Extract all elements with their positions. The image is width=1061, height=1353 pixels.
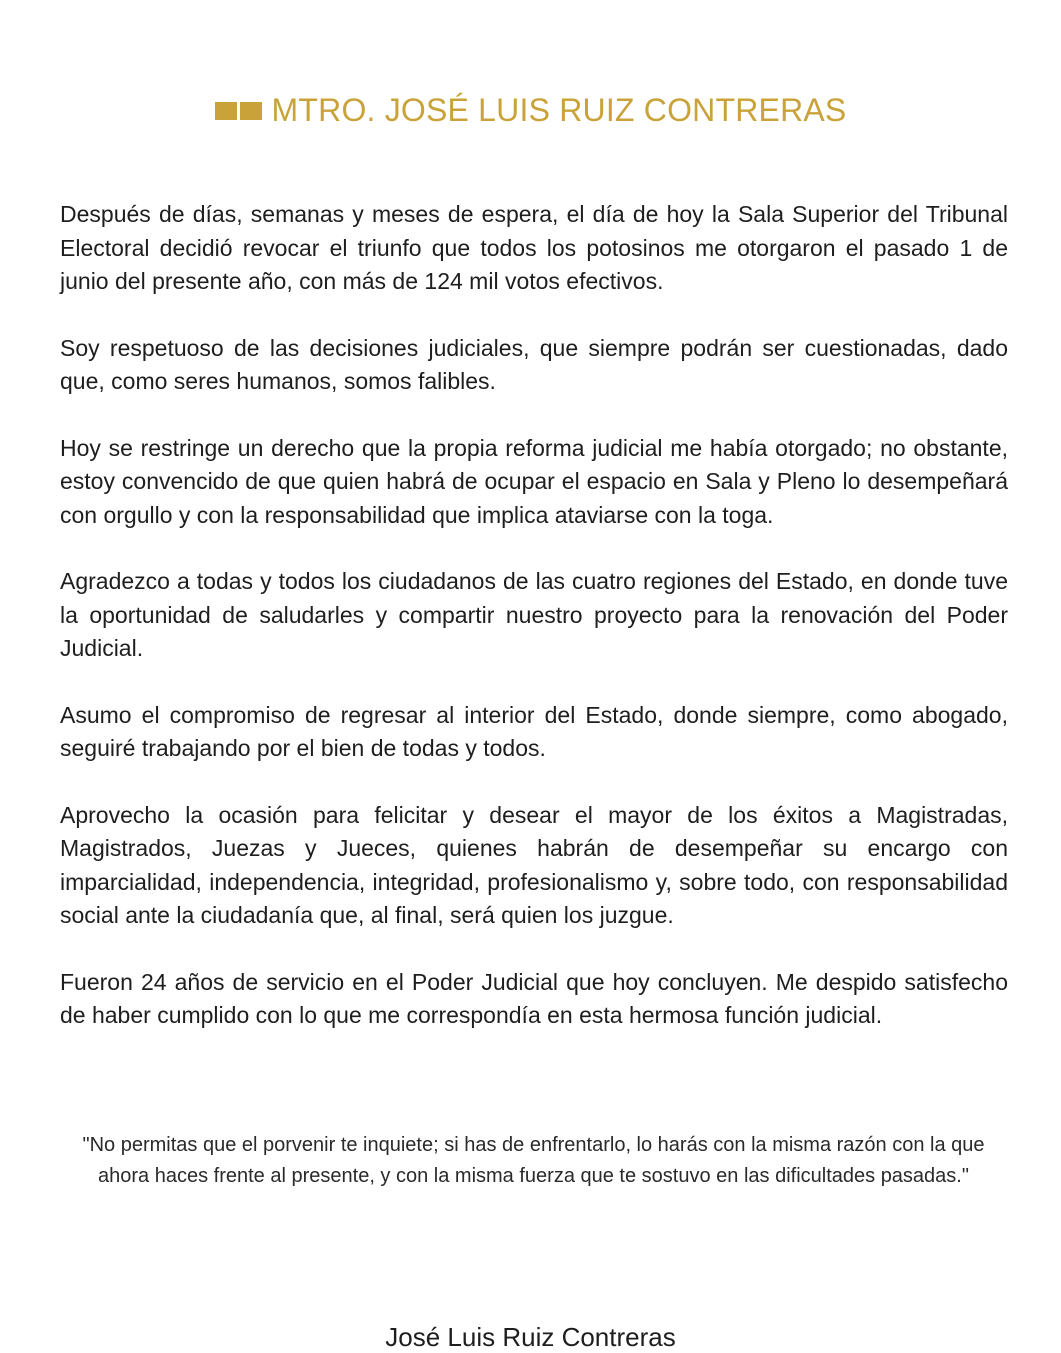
paragraph-1: Después de días, semanas y meses de espera, el día de hoy la Sala Superior del Tribunal Electoral decidió revocar el triunfo que todos los potosinos me otorgaron el pasado 1 de junio del presente año, con más de 124 mil votos efectivos.: [60, 201, 1008, 294]
paragraph-7: Fueron 24 años de servicio en el Poder Judicial que hoy concluyen. Me despido satisfecho de haber cumplido con lo que me correspondía en esta hermosa función judicial.: [60, 968, 1008, 1028]
letterhead: [0, 92, 1061, 129]
signature-name: José Luis Ruiz Contreras: [385, 1322, 676, 1352]
statement-body: [60, 198, 1008, 1066]
author-name-title: MTRO. JOSÉ LUIS RUIZ CONTRERAS: [271, 92, 847, 128]
paragraph-3: Hoy se restringe un derecho que la propia reforma judicial me había otorgado; no obstante, estoy convencido de que quien habrá de ocupar el espacio en Sala y Pleno lo desempeñará con orgullo y con la responsabilidad que implica ataviarse con la toga.: [60, 434, 1008, 528]
paragraph-5: Asumo el compromiso de regresar al interior del Estado, donde siempre, como abogado, seguiré trabajando por el bien de todas y todos.: [60, 701, 1008, 761]
double-gold-square-icon: [215, 102, 262, 120]
gold-square-left: [215, 102, 237, 120]
paragraph-6: Aprovecho la ocasión para felicitar y desear el mayor de los éxitos a Magistradas, Magistrados, Juezas y Jueces, quienes habrán de desempeñar su encargo con imparcialidad, independencia, integridad, profesionalismo y, sobre todo, con responsabilidad social ante la ciudadanía que, al final, será quien los juzgue.: [60, 801, 1008, 928]
paragraph-2: Soy respetuoso de las decisiones judiciales, que siempre podrán ser cuestionadas, dado que, como seres humanos, somos falibles.: [60, 334, 1008, 394]
paragraph-4: Agradezco a todas y todos los ciudadanos de las cuatro regiones del Estado, en donde tuve la oportunidad de saludarles y compartir nuestro proyecto para la renovación del Poder Judicial.: [60, 568, 1008, 661]
gold-square-right: [240, 102, 262, 120]
closing-quote: "No permitas que el porvenir te inquiete; si has de enfrentarlo, lo harás con la misma razón con la que ahora haces frente al presente, y con la misma fuerza que te sostuvo en las dificultades pasadas.": [82, 1134, 985, 1187]
